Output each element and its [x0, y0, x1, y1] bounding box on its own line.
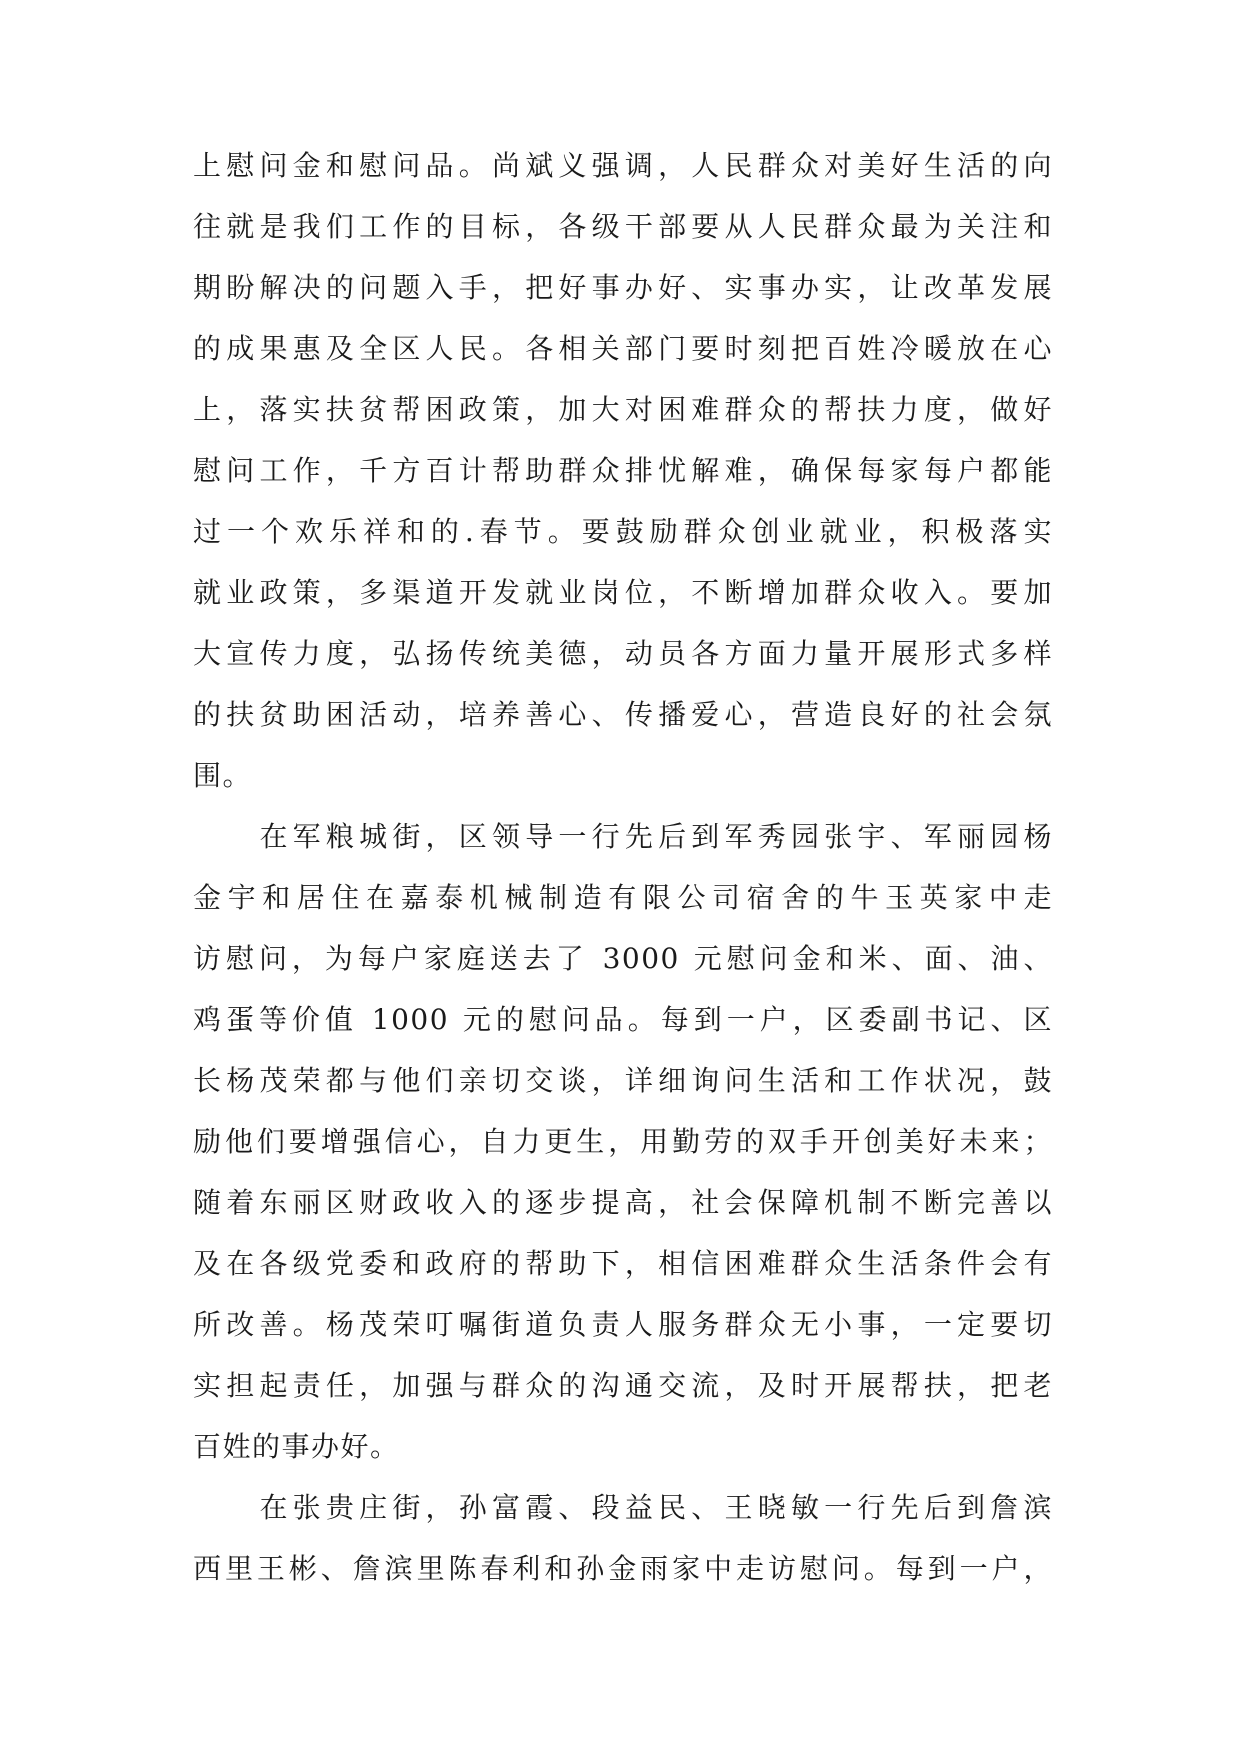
- text-line: 随着东丽区财政收入的逐步提高，社会保障机制不断完善以: [193, 1186, 1053, 1219]
- text-line: 往就是我们工作的目标，各级干部要从人民群众最为关注和: [193, 210, 1053, 243]
- text-line: 大宣传力度，弘扬传统美德，动员各方面力量开展形式多样: [193, 637, 1053, 670]
- text-line: 围。: [193, 759, 253, 792]
- document-body: [193, 135, 1053, 1599]
- text-line: 的扶贫助困活动，培养善心、传播爱心，营造良好的社会氛: [193, 698, 1053, 731]
- text-line: 在张贵庄街，孙富霞、段益民、王晓敏一行先后到詹滨: [193, 1491, 1053, 1524]
- text-line: 期盼解决的问题入手，把好事办好、实事办实，让改革发展: [193, 271, 1053, 304]
- text-line: 的成果惠及全区人民。各相关部门要时刻把百姓冷暖放在心: [193, 332, 1053, 365]
- text-line: 金宇和居住在嘉泰机械制造有限公司宿舍的牛玉英家中走: [193, 881, 1053, 914]
- text-line: 就业政策，多渠道开发就业岗位，不断增加群众收入。要加: [193, 576, 1053, 609]
- text-line: 实担起责任，加强与群众的沟通交流，及时开展帮扶，把老: [193, 1369, 1053, 1402]
- text-line: 百姓的事办好。: [193, 1430, 400, 1463]
- text-line: 过一个欢乐祥和的.春节。要鼓励群众创业就业，积极落实: [193, 515, 1053, 548]
- text-line: 鸡蛋等价值 1000 元的慰问品。每到一户，区委副书记、区: [193, 1003, 1053, 1036]
- text-line: 访慰问，为每户家庭送去了 3000 元慰问金和米、面、油、: [193, 942, 1053, 975]
- text-line: 励他们要增强信心，自力更生，用勤劳的双手开创美好未来；: [193, 1125, 1053, 1158]
- text-line: 所改善。杨茂荣叮嘱街道负责人服务群众无小事，一定要切: [193, 1308, 1053, 1341]
- text-line: 长杨茂荣都与他们亲切交谈，详细询问生活和工作状况，鼓: [193, 1064, 1053, 1097]
- text-line: 上，落实扶贫帮困政策，加大对困难群众的帮扶力度，做好: [193, 393, 1053, 426]
- text-line: 西里王彬、詹滨里陈春利和孙金雨家中走访慰问。每到一户，: [193, 1552, 1053, 1585]
- text-line: 上慰问金和慰问品。尚斌义强调，人民群众对美好生活的向: [193, 149, 1053, 182]
- text-line: 及在各级党委和政府的帮助下，相信困难群众生活条件会有: [193, 1247, 1053, 1280]
- text-line: 慰问工作，千方百计帮助群众排忧解难，确保每家每户都能: [193, 454, 1053, 487]
- text-line: 在军粮城街，区领导一行先后到军秀园张宇、军丽园杨: [193, 820, 1053, 853]
